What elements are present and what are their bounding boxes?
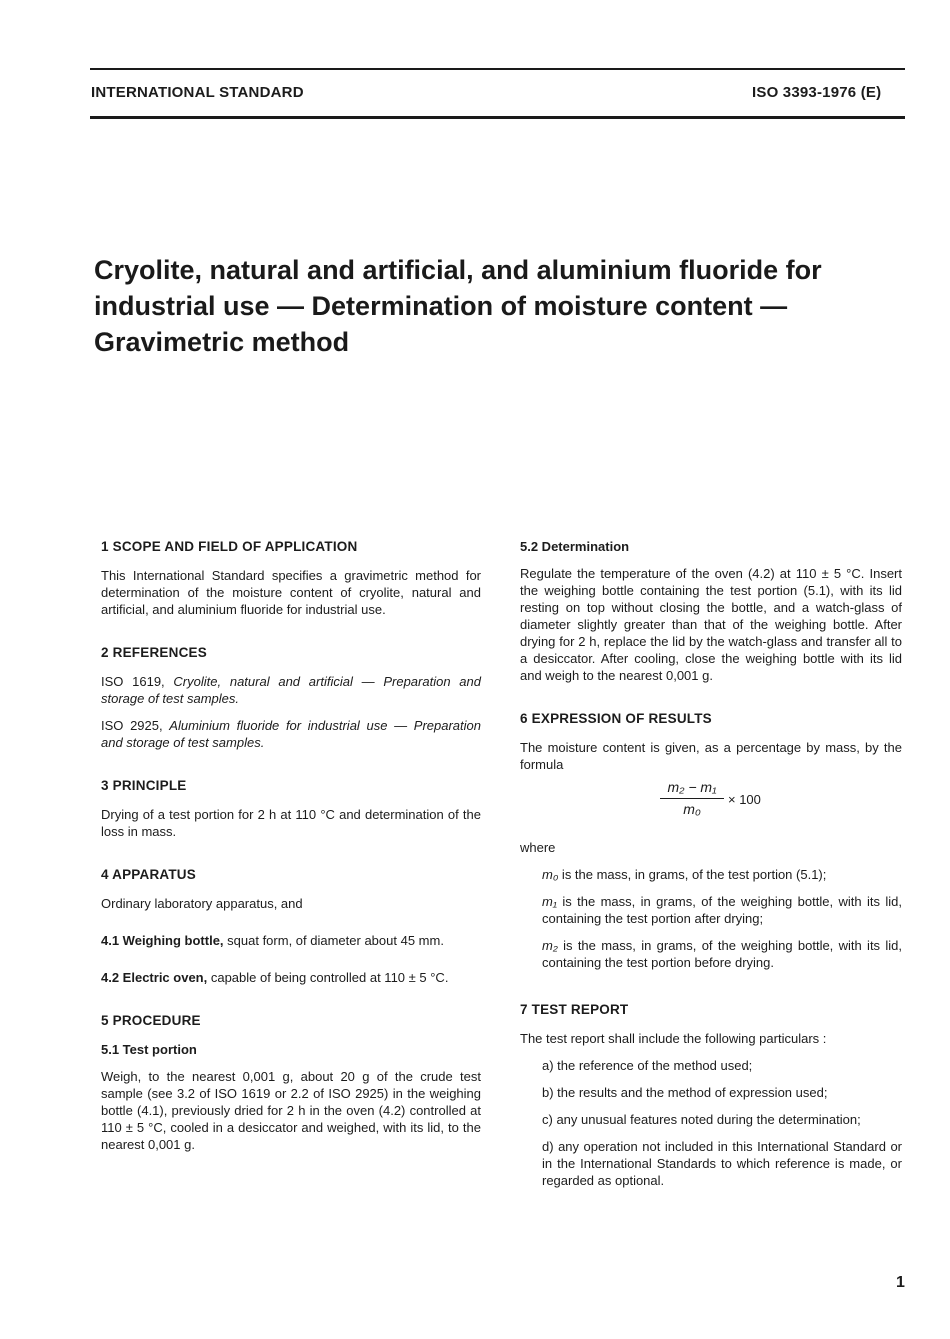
item-4-1 (101, 932, 481, 949)
page-number: 1 (896, 1274, 905, 1291)
report-item-d: d) any operation not included in this International Standard or in the International Standards to which reference is made, or regarded as optional. (542, 1139, 902, 1188)
report-item-b: b) the results and the method of expression used; (542, 1085, 828, 1100)
item-4-2-label: 4.2 Electric oven, (101, 970, 208, 985)
item-4-2 (101, 969, 481, 986)
title-line-2: industrial use — Determination of moisture content — (94, 291, 788, 321)
definition-m0-text: is the mass, in grams, of the test portion (5.1); (558, 867, 827, 882)
moisture-formula (520, 779, 902, 825)
section-4-text: Ordinary laboratory apparatus, and (101, 896, 303, 911)
header-standard-label: INTERNATIONAL STANDARD (91, 84, 304, 101)
reference-1-code: ISO 1619, (101, 674, 174, 689)
top-rule (90, 68, 905, 70)
definition-m0 (542, 866, 902, 883)
where-label: where (520, 840, 556, 855)
header-document-number: ISO 3393-1976 (E) (752, 84, 882, 101)
section-5-heading: 5 PROCEDURE (101, 1013, 201, 1028)
item-4-1-text: squat form, of diameter about 45 mm. (223, 933, 444, 948)
subsection-5-2-text: Regulate the temperature of the oven (4.2) at 110 ± 5 °C. Insert the weighing bottle containing the test portion (5.1), with its lid resting on top without closing the bottle, and a watch-glass of diameter slightly greater than that of the weighing bottle. After drying for 2 h, replace the lid by the watch-glass and transfer all to a desiccator. After cooling, close the weighing bottle with its lid and weigh to the nearest 0,001 g. (520, 566, 902, 683)
reference-2-title: Aluminium fluoride for industrial use — Preparation and storage of test samples. (101, 718, 482, 750)
definition-m2-text: is the mass, in grams, of the weighing bottle, with its lid, containing the test portion before drying. (542, 938, 902, 970)
symbol-m0: m₀ (542, 867, 559, 882)
section-4-heading: 4 APPARATUS (101, 867, 196, 882)
definition-m1 (542, 893, 902, 927)
section-7-intro: The test report shall include the following particulars : (520, 1031, 827, 1046)
section-3-heading: 3 PRINCIPLE (101, 778, 187, 793)
item-4-2-text: capable of being controlled at 110 ± 5 °C. (207, 970, 449, 985)
section-6-heading: 6 EXPRESSION OF RESULTS (520, 711, 712, 726)
definition-m1-text: is the mass, in grams, of the weighing bottle, with its lid, containing the test portion after drying; (542, 894, 902, 926)
subsection-5-2-heading: 5.2 Determination (520, 539, 630, 554)
reference-2-code: ISO 2925, (101, 718, 170, 733)
formula-fraction (660, 779, 724, 818)
symbol-m2: m₂ (542, 938, 558, 953)
report-item-a: a) the reference of the method used; (542, 1058, 753, 1073)
right-column (520, 538, 902, 1199)
formula-denominator: m₀ (683, 801, 701, 817)
formula-numerator: m₂ − m₁ (660, 779, 724, 799)
section-2-heading: 2 REFERENCES (101, 645, 207, 660)
section-1-text: This International Standard specifies a gravimetric method for determination of the moisture content of cryolite, natural and artificial, and aluminium fluoride for industrial use. (101, 568, 481, 617)
subsection-5-1-heading: 5.1 Test portion (101, 1042, 197, 1057)
reference-iso-1619 (101, 673, 481, 707)
item-4-1-label: 4.1 Weighing bottle, (101, 933, 224, 948)
symbol-m1: m₁ (542, 894, 557, 909)
left-column (101, 538, 481, 1153)
section-6-intro: The moisture content is given, as a percentage by mass, by the formula (520, 740, 902, 772)
reference-iso-2925 (101, 717, 481, 751)
document-title (94, 252, 894, 360)
section-1-heading: 1 SCOPE AND FIELD OF APPLICATION (101, 539, 358, 554)
title-line-3: Gravimetric method (94, 327, 350, 357)
subsection-5-1-text: Weigh, to the nearest 0,001 g, about 20 g of the crude test sample (see 3.2 of ISO 1619 or 2.2 of ISO 2925) in the weighing bottle (4.1), previously dried for 2 h in the oven (4.2) controlled at 110 ± 5 °C, cooled in a desiccator and weighed, with its lid, to the nearest 0,001 g. (101, 1069, 481, 1152)
reference-1-title: Cryolite, natural and artificial — Preparation and storage of test samples. (101, 674, 481, 706)
title-line-1: Cryolite, natural and artificial, and aluminium fluoride for (94, 255, 822, 285)
report-item-c: c) any unusual features noted during the determination; (542, 1112, 861, 1127)
section-3-text: Drying of a test portion for 2 h at 110 °C and determination of the loss in mass. (101, 807, 481, 839)
section-7-heading: 7 TEST REPORT (520, 1002, 629, 1017)
header-rule (90, 116, 905, 119)
formula-multiplier: × 100 (728, 792, 761, 807)
definition-m2 (542, 937, 902, 971)
